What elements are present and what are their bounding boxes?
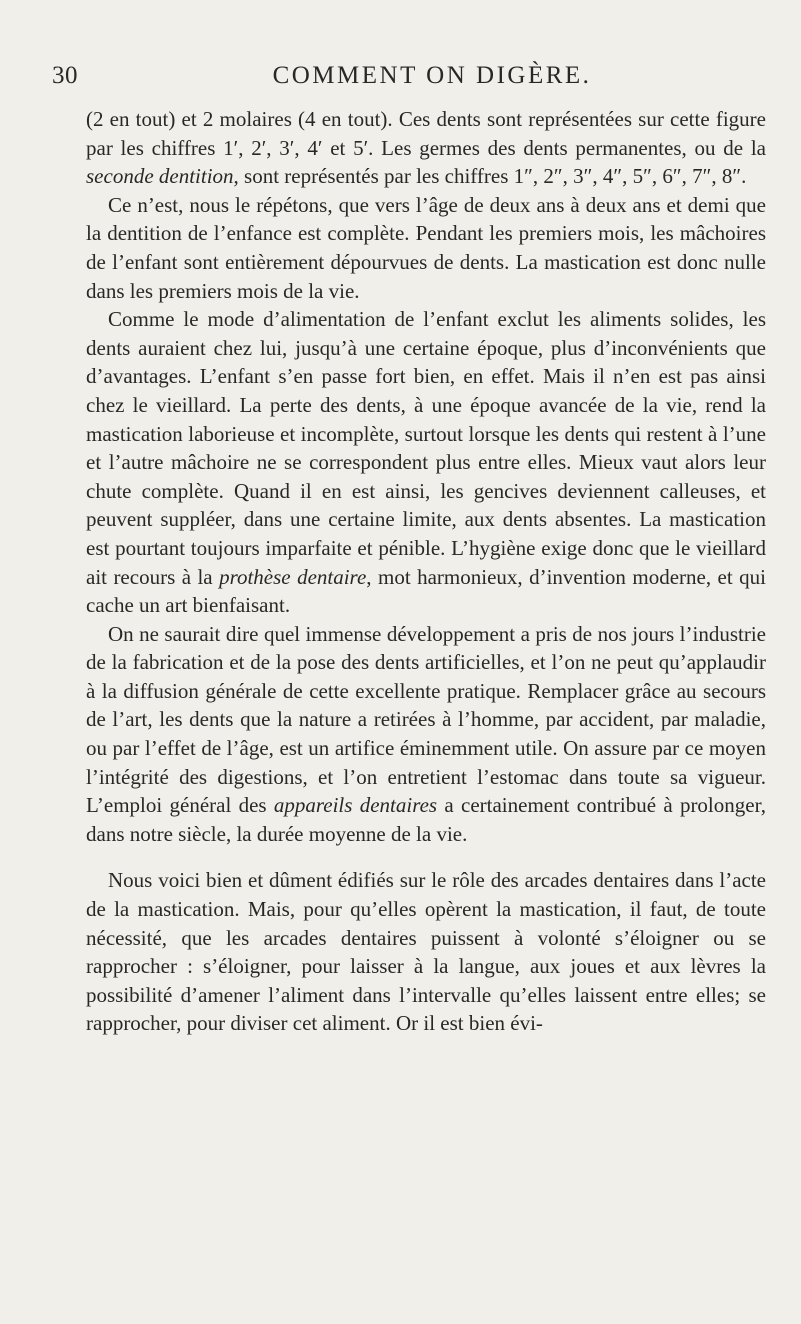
page-header <box>52 62 762 96</box>
paragraph-text: , mot harmonieux, d’invention moderne, et qui cache un art bienfaisant. <box>86 564 766 618</box>
paragraph-text: (2 en tout) et 2 molaires (4 en tout). Ces dents sont représentées sur cette figure par les chiffres 1′, 2′, 3′, 4′ et 5′. Les germes des dents permanentes, ou de la <box>86 107 766 160</box>
paragraph-text: Comme le mode d’alimentation de l’enfant exclut les aliments solides, les dents auraient chez lui, jusqu’à une certaine époque, plus d’inconvénients que d’avantages. L’enfant s’en passe fort bien, en effet. Mais il n’en est pas ainsi chez le vieillard. La perte des dents, à une époque avancée de la vie, rend la mastication laborieuse et incomplète, surtout lorsque les dents qui restent à l’une et l’autre mâchoire ne se correspondent plus entre elles. Mieux vaut alors leur chute complète. Quand il en est ainsi, les gencives deviennent calleuses, et peuvent suppléer, dans une certaine limite, aux dents absentes. La mastication est pourtant toujours imparfaite et pénible. L’hygiène exige donc que le vieillard ait recours à la <box>86 307 766 589</box>
italic-term: appareils dentaires <box>273 793 438 818</box>
paragraph <box>86 105 766 191</box>
paragraph <box>86 305 766 620</box>
italic-term: seconde dentition <box>86 164 234 189</box>
paragraph-text: a certainement contribué à prolonger, dans notre siècle, la durée moyenne de la vie. <box>86 793 766 846</box>
italic-term: prothèse dentaire <box>219 564 367 589</box>
body-text <box>86 105 766 1038</box>
page-number: 30 <box>52 62 78 89</box>
running-title: COMMENT ON DIGÈRE. <box>272 62 592 89</box>
paragraph <box>86 620 766 849</box>
paragraph <box>86 191 766 305</box>
paragraph-text: Nous voici bien et dûment édifiés sur le rôle des arcades dentaires dans l’acte de la mastication. Mais, pour qu’elles opèrent la mastication, il faut, de toute nécessité, que les arcades dentaires puissent à volonté s’éloigner ou se rapprocher : s’éloigner, pour laisser à la langue, aux joues et aux lèvres la possibilité d’amener l’aliment dans l’intervalle qu’elles laissent entre elles; se rapprocher, pour diviser cet aliment. Or il est bien évi- <box>86 868 766 1036</box>
paragraph-text: Ce n’est, nous le répétons, que vers l’âge de deux ans à deux ans et demi que la dentition de l’enfance est complète. Pendant les premiers mois, les mâchoires de l’enfant sont entièrement dépourvues de dents. La mastication est donc nulle dans les premiers mois de la vie. <box>86 192 766 303</box>
paragraph-text: On ne saurait dire quel immense développement a pris de nos jours l’industrie de la fabrication et de la pose des dents artificielles, et l’on ne peut qu’applaudir à la diffusion générale de cette excellente pratique. Remplacer grâce au secours de l’art, les dents que la nature a retirées à l’homme, par accident, par maladie, ou par l’effet de l’âge, est un artifice éminemment utile. On assure par ce moyen l’intégrité des digestions, et l’on entretient l’estomac dans toute sa vigueur. L’emploi général des <box>86 621 766 818</box>
paragraph-text: , sont représentés par les chiffres 1″, 2″, 3″, 4″, 5″, 6″, 7″, 8″. <box>233 164 747 189</box>
paragraph <box>86 866 766 1038</box>
